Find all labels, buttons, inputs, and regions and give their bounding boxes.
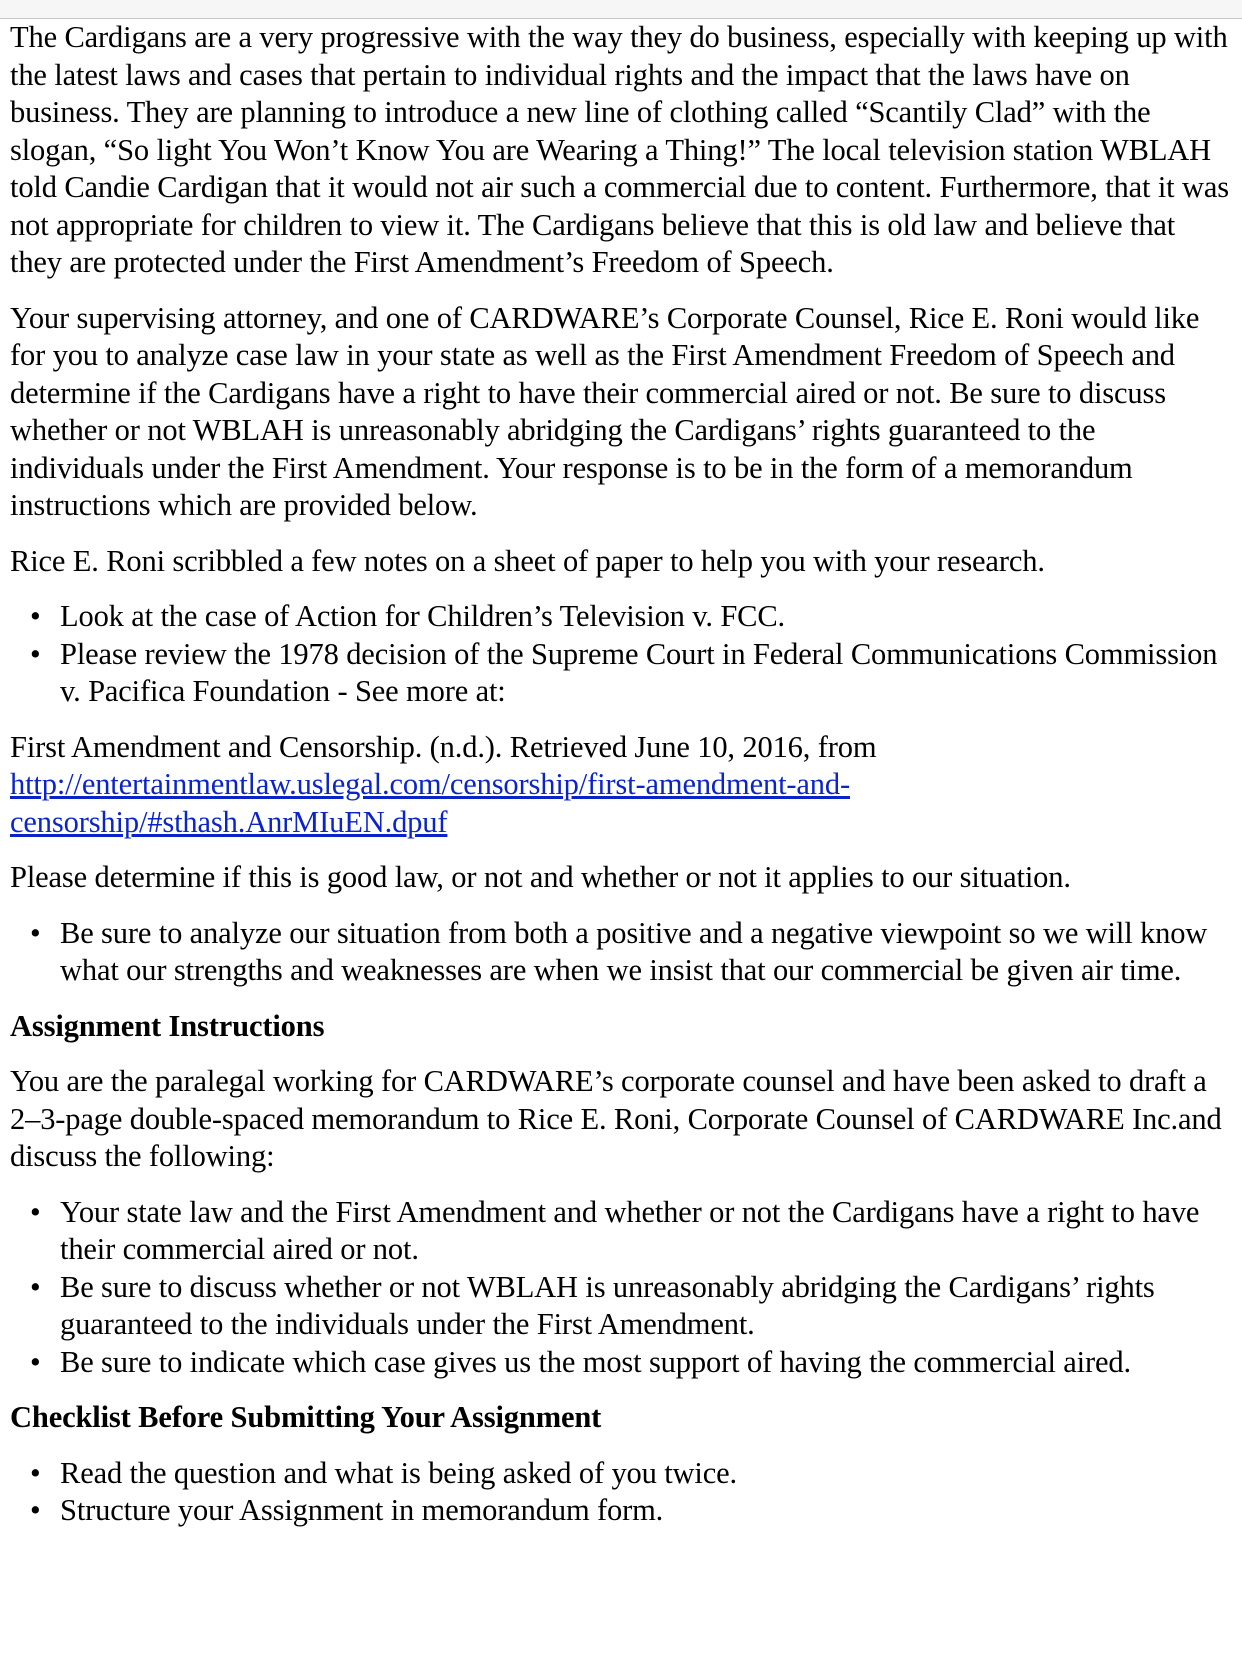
list-item-text: Be sure to indicate which case gives us the most support of having the commercial aired. — [60, 1344, 1131, 1379]
list-item — [30, 1455, 1232, 1493]
bullet-icon: • — [30, 636, 41, 671]
bullet-icon: • — [30, 1455, 41, 1490]
good-law-paragraph: Please determine if this is good law, or not and whether or not it applies to our situation. — [10, 860, 1071, 894]
list-item-text: Your state law and the First Amendment and whether or not the Cardigans have a right to have their commercial aired or not. — [60, 1194, 1200, 1266]
document-body — [0, 19, 1242, 1530]
list-item — [30, 598, 1232, 636]
list-item-text: Read the question and what is being asked of you twice. — [60, 1455, 737, 1490]
notes-list — [10, 598, 1232, 711]
bullet-icon: • — [30, 1269, 41, 1304]
supervisor-paragraph: Your supervising attorney, and one of CARDWARE’s Corporate Counsel, Rice E. Roni would like for you to analyze case law in your state as well as the First Amendment Freedom of Speech and determine if the Cardigans have a right to have their commercial aired or not. Be sure to discuss whether or not WBLAH is unreasonably abridging the Cardigans’ rights guaranteed to the individuals under the First Amendment. Your response is to be in the form of a memorandum instructions which are provided below. — [10, 300, 1200, 522]
list-item — [30, 1344, 1232, 1382]
citation — [10, 729, 1232, 842]
citation-link[interactable]: http://entertainmentlaw.uslegal.com/censorship/first-amendment-and-censorship/#sthash.AnrMIuEN.dpuf — [10, 767, 851, 839]
list-item-text: Structure your Assignment in memorandum form. — [60, 1493, 664, 1527]
bullet-icon: • — [30, 1493, 41, 1527]
checklist-list — [10, 1455, 1232, 1530]
notes-intro-paragraph: Rice E. Roni scribbled a few notes on a sheet of paper to help you with your research. — [10, 543, 1045, 578]
list-item-text: Be sure to discuss whether or not WBLAH is unreasonably abridging the Cardigans’ rights guaranteed to the individuals under the First Amendment. — [60, 1269, 1155, 1341]
assignment-paragraph: You are the paralegal working for CARDWARE’s corporate counsel and have been asked to draft a 2–3-page double-spaced memorandum to Rice E. Roni, Corporate Counsel of CARDWARE Inc.and discuss the following: — [10, 1064, 1222, 1173]
list-item — [30, 1269, 1232, 1344]
bullet-icon: • — [30, 599, 41, 633]
list-item-text: Look at the case of Action for Children’s Television v. FCC. — [60, 599, 785, 633]
bullet-icon: • — [30, 1194, 41, 1229]
browser-top-bar — [0, 0, 1242, 19]
bullet-icon: • — [30, 915, 41, 950]
assignment-instructions-heading: Assignment Instructions — [10, 1008, 325, 1043]
intro-paragraph: The Cardigans are a very progressive with the way they do business, especially with keeping up with the latest laws and cases that pertain to individual rights and the impact that the laws have on business. They are planning to introduce a new line of clothing called “Scantily Clad” with the slogan, “So light You Won’t Know You are Wearing a Thing!” The local television station WBLAH told Candie Cardigan that it would not air such a commercial due to content. Furthermore, that it was not appropriate for children to view it. The Cardigans believe that this is old law and believe that they are protected under the First Amendment’s Freedom of Speech. — [10, 20, 1229, 279]
bullet-icon: • — [30, 1344, 41, 1379]
list-item-text: Please review the 1978 decision of the Supreme Court in Federal Communications Commission v. Pacifica Foundation - See more at: — [60, 636, 1218, 708]
analysis-list — [10, 915, 1232, 990]
list-item — [30, 636, 1232, 711]
checklist-heading: Checklist Before Submitting Your Assignment — [10, 1400, 602, 1434]
citation-text: First Amendment and Censorship. (n.d.). Retrieved June 10, 2016, from — [10, 729, 877, 764]
list-item — [30, 915, 1232, 990]
list-item-text: Be sure to analyze our situation from both a positive and a negative viewpoint so we will know what our strengths and weaknesses are when we insist that our commercial be given air time. — [60, 915, 1208, 987]
list-item — [30, 1492, 1232, 1530]
instructions-list — [10, 1194, 1232, 1382]
list-item — [30, 1194, 1232, 1269]
